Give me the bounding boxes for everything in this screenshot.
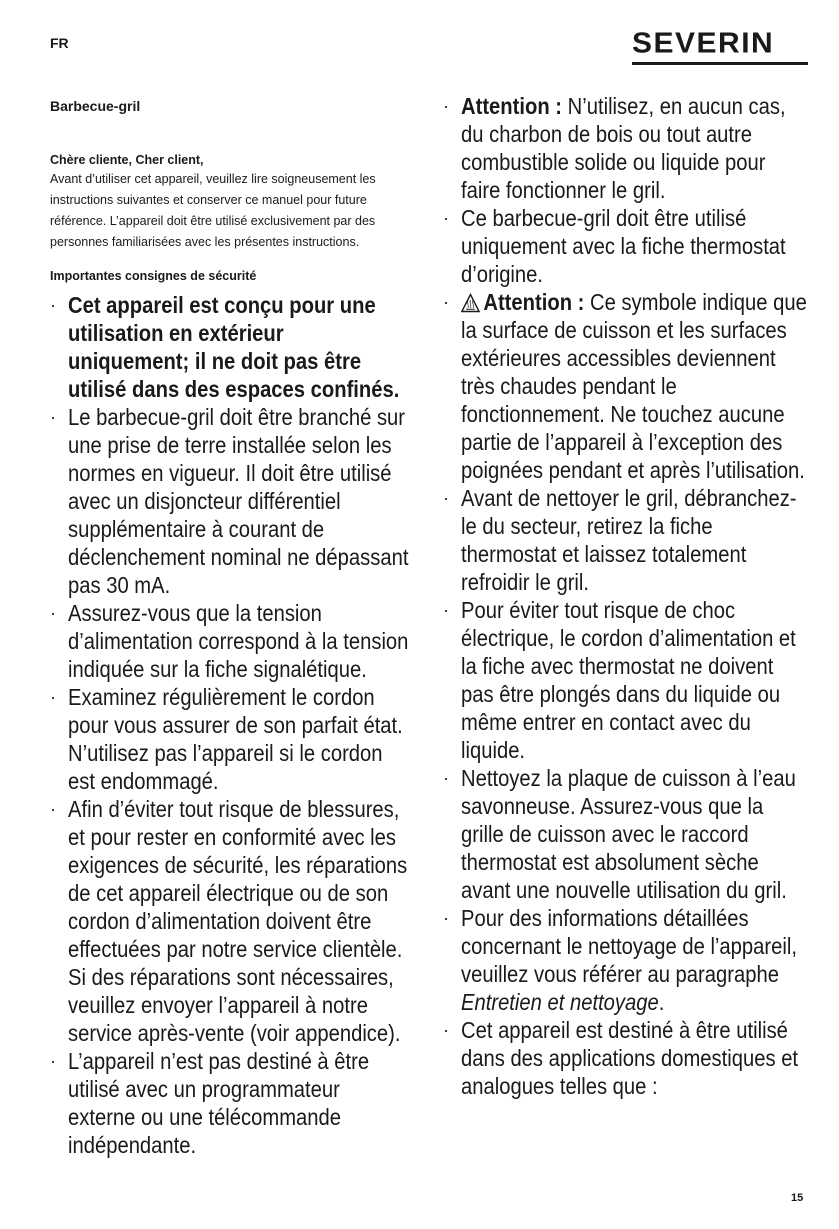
- brand-logo-text: SEVERIN: [632, 27, 775, 60]
- bullet-text: Cet appareil est destiné à être utilisé dans des applications domestiques et analogues telles que :: [461, 1017, 799, 1099]
- left-column: [50, 90, 410, 1159]
- attention-label: Attention :: [461, 93, 563, 119]
- bullet-text: Le barbecue-gril doit être branché sur une prise de terre installée selon les normes en vigueur. Il doit être utilisé avec un disjoncteur différentiel supplémentaire à courant de déclenchement nominal ne dépassant pas 30 mA.: [68, 404, 409, 598]
- bullet-text: Examinez régulièrement le cordon pour vous assurer de son parfait état. N’utilisez pas l’appareil si le cordon est endommagé.: [68, 684, 403, 794]
- list-item: [443, 1016, 809, 1100]
- bullet-dot: ·: [443, 908, 449, 928]
- safety-list-right: [443, 92, 809, 1100]
- safety-heading: Importantes consignes de sécurité: [50, 269, 257, 283]
- bullet-dot: ·: [443, 768, 449, 788]
- bullet-dot: ·: [50, 407, 56, 427]
- bullet-dot: ·: [443, 600, 449, 620]
- brand-logo: [632, 28, 808, 65]
- bullet-dot: ·: [443, 292, 449, 312]
- list-item: [50, 599, 410, 683]
- hot-surface-warning-icon: [461, 293, 480, 313]
- list-item: [443, 904, 809, 1016]
- salutation: Chère cliente, Cher client,: [50, 153, 204, 167]
- list-item: [443, 764, 809, 904]
- bullet-text: Cet appareil est conçu pour une utilisation en extérieur uniquement; il ne doit pas être utilisé dans des espaces confinés.: [68, 292, 400, 402]
- brand-logo-underline: [632, 62, 808, 65]
- list-item: [50, 291, 410, 403]
- bullet-dot: ·: [443, 488, 449, 508]
- list-item: [443, 92, 809, 204]
- list-item: [443, 596, 809, 764]
- bullet-text: [461, 288, 808, 484]
- bullet-text: Ce barbecue-gril doit être utilisé uniquement avec la fiche thermostat d’origine.: [461, 205, 786, 287]
- list-item: [50, 403, 410, 599]
- bullet-text: Afin d’éviter tout risque de blessures, et pour rester en conformité avec les exigences de sécurité, les réparations de cet appareil électrique ou de son cordon d’alimentation doivent être effectuées par notre service clientèle. Si des réparations sont nécessaires, veuillez envoyer l’appareil à notre service après-vente (voir appendice).: [68, 796, 408, 1046]
- bullet-text: [461, 92, 808, 204]
- bullet-dot: ·: [443, 208, 449, 228]
- bullet-dot: ·: [50, 603, 56, 623]
- list-item: [443, 204, 809, 288]
- safety-list-left: [50, 291, 410, 1159]
- document-title: Barbecue-gril: [50, 98, 141, 114]
- bullet-text: L’appareil n’est pas destiné à être utilisé avec un programmateur externe ou une télécommande indépendante.: [68, 1048, 370, 1158]
- list-item: [50, 795, 410, 1047]
- bullet-end: .: [658, 989, 665, 1015]
- list-item: [443, 288, 809, 484]
- bullet-body: N’utilisez, en aucun cas, du charbon de bois ou tout autre combustible solide ou liquide pour faire fonctionner le gril.: [461, 93, 786, 203]
- attention-label: Attention :: [483, 289, 585, 315]
- bullet-text: Nettoyez la plaque de cuisson à l’eau savonneuse. Assurez-vous que la grille de cuisson avec le raccord thermostat est absolument sèche avant une nouvelle utilisation du gril.: [461, 765, 796, 903]
- bullet-dot: ·: [443, 1020, 449, 1040]
- bullet-dot: ·: [50, 1051, 56, 1071]
- bullet-dot: ·: [50, 799, 56, 819]
- list-item: [443, 484, 809, 596]
- bullet-text: Avant de nettoyer le gril, débranchez-le du secteur, retirez la fiche thermostat et laissez totalement refroidir le gril.: [461, 485, 797, 595]
- bullet-dot: ·: [50, 687, 56, 707]
- language-code: FR: [50, 35, 69, 51]
- intro-paragraph: Avant d’utiliser cet appareil, veuillez lire soigneusement les instructions suivantes et conserver ce manuel pour future référence. L’appareil doit être utilisé exclusivement par des personnes familiarisées avec les présentes instructions.: [50, 172, 376, 249]
- bullet-text: Assurez-vous que la tension d’alimentation correspond à la tension indiquée sur la fiche signalétique.: [68, 600, 409, 682]
- page-number: 15: [791, 1192, 804, 1204]
- list-item: [50, 1047, 410, 1159]
- right-column: [443, 92, 809, 1100]
- bullet-dot: ·: [443, 96, 449, 116]
- bullet-body: Ce symbole indique que la surface de cuisson et les surfaces extérieures accessibles deviennent très chaudes pendant le fonctionnement. Ne touchez aucune partie de l’appareil à l’exception des poignées pendant et après l’utilisation.: [461, 289, 807, 483]
- list-item: [50, 683, 410, 795]
- bullet-body: Pour des informations détaillées concernant le nettoyage de l’appareil, veuillez vous référer au paragraphe: [461, 905, 797, 987]
- bullet-text: [461, 904, 808, 1016]
- bullet-dot: ·: [50, 295, 56, 315]
- bullet-text: Pour éviter tout risque de choc électrique, le cordon d’alimentation et la fiche avec thermostat ne doivent pas être plongés dans du liquide ou même entrer en contact avec du liquide.: [461, 597, 796, 763]
- section-reference: Entretien et nettoyage: [461, 989, 659, 1015]
